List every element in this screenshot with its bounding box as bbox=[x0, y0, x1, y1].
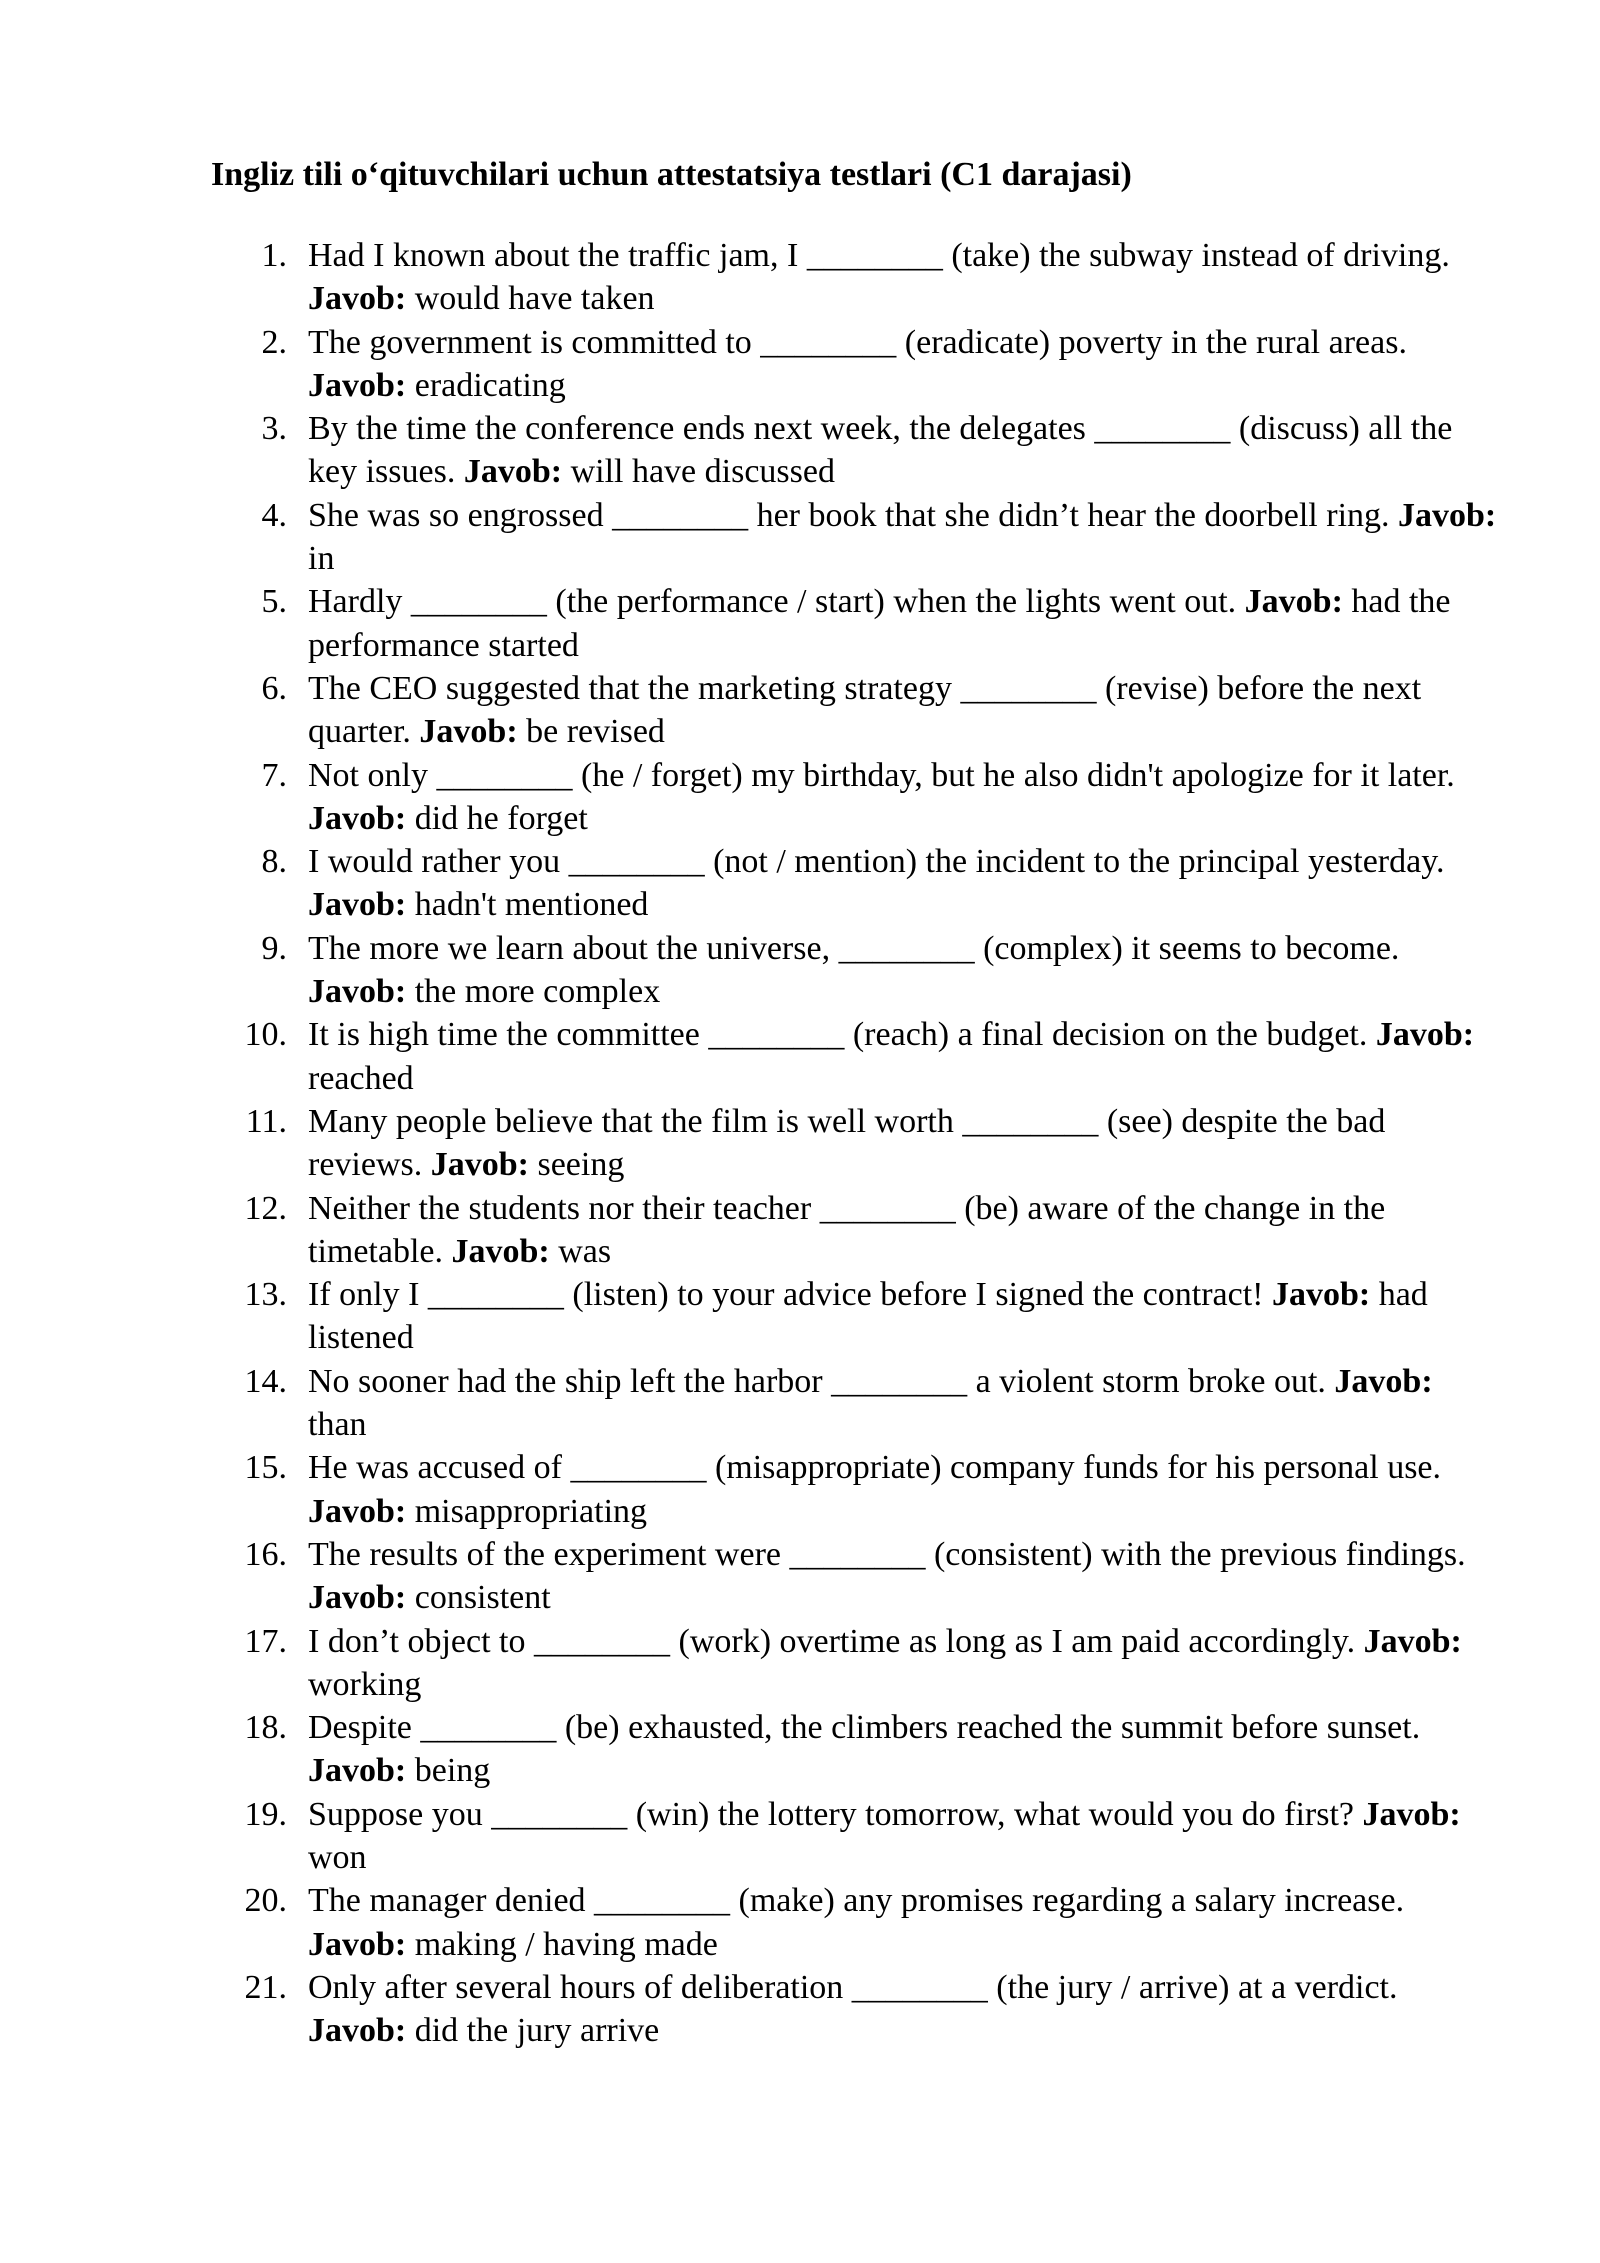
answer-label: Javob: bbox=[308, 366, 407, 404]
answer-text: misappropriating bbox=[414, 1492, 648, 1530]
answer-text: reached bbox=[308, 1059, 414, 1097]
question-number: 18. bbox=[244, 1709, 287, 1747]
question-text: It is high time the committee ________ (reach) a final decision on the budget. bbox=[308, 1016, 1368, 1054]
answer-text: eradicating bbox=[414, 366, 566, 404]
question-number: 9. bbox=[261, 929, 287, 967]
question-number: 8. bbox=[261, 843, 287, 881]
question-number: 21. bbox=[244, 1968, 287, 2006]
answer-text: consistent bbox=[414, 1579, 551, 1617]
question-item bbox=[0, 667, 1498, 754]
question-item bbox=[0, 754, 1498, 841]
question-item bbox=[0, 321, 1498, 408]
question-number: 13. bbox=[244, 1276, 287, 1314]
question-number: 2. bbox=[261, 323, 287, 361]
answer-label: Javob: bbox=[1244, 583, 1343, 621]
question-number: 12. bbox=[244, 1189, 287, 1227]
question-item bbox=[0, 1533, 1498, 1620]
question-item bbox=[0, 840, 1498, 927]
answer-label: Javob: bbox=[1375, 1016, 1475, 1054]
answer-text: hadn't mentioned bbox=[414, 886, 649, 924]
question-number: 19. bbox=[244, 1795, 287, 1833]
question-item bbox=[0, 1446, 1498, 1533]
question-text: I don’t object to ________ (work) overtime as long as I am paid accordingly. bbox=[308, 1622, 1356, 1660]
answer-label: Javob: bbox=[1362, 1795, 1461, 1833]
question-number: 20. bbox=[244, 1882, 287, 1920]
answer-text: the more complex bbox=[414, 973, 661, 1011]
question-item bbox=[0, 1966, 1498, 2053]
answer-label: Javob: bbox=[308, 973, 407, 1011]
question-list bbox=[0, 234, 1600, 2052]
answer-label: Javob: bbox=[451, 1232, 550, 1270]
answer-text: working bbox=[308, 1665, 422, 1703]
answer-label: Javob: bbox=[308, 886, 407, 924]
question-number: 7. bbox=[261, 756, 287, 794]
question-text: Had I known about the traffic jam, I ________ (take) the subway instead of driving. bbox=[308, 237, 1450, 274]
question-text: The government is committed to ________ (eradicate) poverty in the rural areas. bbox=[308, 323, 1407, 361]
question-text: She was so engrossed ________ her book that she didn’t hear the doorbell ring. bbox=[308, 496, 1390, 534]
question-item bbox=[0, 1360, 1498, 1447]
question-text: Many people believe that the film is well worth ________ (see) despite the bad reviews. bbox=[308, 1102, 1386, 1184]
question-number: 1. bbox=[261, 237, 287, 274]
answer-text: making / having made bbox=[414, 1925, 718, 1963]
question-item bbox=[0, 1706, 1498, 1793]
question-text: Hardly ________ (the performance / start) when the lights went out. bbox=[308, 583, 1237, 621]
question-item bbox=[0, 1793, 1498, 1880]
answer-label: Javob: bbox=[463, 453, 563, 491]
question-item bbox=[0, 1273, 1498, 1360]
question-text: The manager denied ________ (make) any promises regarding a salary increase. bbox=[308, 1882, 1405, 1920]
answer-text: being bbox=[414, 1752, 491, 1790]
question-text: Only after several hours of deliberation ________ (the jury / arrive) at a verdict. bbox=[308, 1968, 1398, 2006]
question-number: 15. bbox=[244, 1449, 287, 1487]
answer-label: Javob: bbox=[1363, 1622, 1462, 1660]
answer-text: seeing bbox=[537, 1146, 625, 1184]
answer-text: be revised bbox=[526, 713, 665, 751]
answer-label: Javob: bbox=[308, 1752, 407, 1790]
question-number: 14. bbox=[244, 1362, 287, 1400]
answer-text: in bbox=[308, 540, 335, 578]
answer-text: had listened bbox=[308, 1276, 1428, 1357]
question-item bbox=[0, 1100, 1498, 1187]
answer-label: Javob: bbox=[1271, 1276, 1371, 1314]
answer-label: Javob: bbox=[419, 713, 518, 751]
question-text: By the time the conference ends next week, the delegates ________ (discuss) all the key issues. bbox=[308, 410, 1453, 491]
question-text: I would rather you ________ (not / mention) the incident to the principal yesterday. bbox=[308, 843, 1445, 881]
answer-label: Javob: bbox=[308, 1492, 407, 1530]
answer-label: Javob: bbox=[308, 280, 407, 318]
answer-label: Javob: bbox=[1398, 496, 1497, 534]
answer-label: Javob: bbox=[1334, 1362, 1433, 1400]
question-item bbox=[0, 580, 1498, 667]
answer-text: did the jury arrive bbox=[414, 2012, 660, 2050]
question-number: 6. bbox=[261, 669, 287, 707]
question-text: The more we learn about the universe, ________ (complex) it seems to become. bbox=[308, 929, 1400, 967]
question-item bbox=[0, 1620, 1498, 1707]
question-text: No sooner had the ship left the harbor ________ a violent storm broke out. bbox=[308, 1362, 1326, 1400]
question-item bbox=[0, 927, 1498, 1014]
answer-label: Javob: bbox=[430, 1146, 529, 1184]
question-text: Not only ________ (he / forget) my birthday, but he also didn't apologize for it later. bbox=[308, 756, 1455, 794]
question-number: 10. bbox=[244, 1016, 287, 1054]
answer-text: will have discussed bbox=[570, 453, 835, 491]
question-item bbox=[0, 234, 1498, 321]
question-text: The results of the experiment were ________ (consistent) with the previous findings. bbox=[308, 1535, 1466, 1573]
question-item bbox=[0, 1013, 1498, 1100]
answer-text: than bbox=[308, 1406, 367, 1444]
question-item bbox=[0, 494, 1498, 581]
question-number: 11. bbox=[245, 1102, 287, 1140]
answer-text: won bbox=[308, 1838, 367, 1876]
answer-text: did he forget bbox=[414, 799, 588, 837]
question-item bbox=[0, 1187, 1498, 1274]
answer-label: Javob: bbox=[308, 1579, 407, 1617]
question-text: Suppose you ________ (win) the lottery tomorrow, what would you do first? bbox=[308, 1795, 1354, 1833]
page-title: Ingliz tili o‘qituvchilari uchun attestatsiya testlari (C1 darajasi) bbox=[211, 156, 1132, 193]
question-text: The CEO suggested that the marketing strategy ________ (revise) before the next quarter. bbox=[308, 669, 1422, 751]
question-number: 4. bbox=[261, 496, 287, 534]
question-item bbox=[0, 407, 1498, 494]
answer-text: would have taken bbox=[414, 280, 655, 318]
question-text: Despite ________ (be) exhausted, the climbers reached the summit before sunset. bbox=[308, 1709, 1421, 1747]
answer-label: Javob: bbox=[308, 2012, 407, 2050]
answer-label: Javob: bbox=[308, 799, 407, 837]
question-number: 5. bbox=[261, 583, 287, 621]
answer-text: had the performance started bbox=[308, 583, 1451, 664]
question-text: He was accused of ________ (misappropriate) company funds for his personal use. bbox=[308, 1449, 1442, 1487]
question-text: Neither the students nor their teacher ________ (be) aware of the change in the timetable. bbox=[308, 1189, 1386, 1270]
question-number: 3. bbox=[261, 410, 287, 448]
question-item bbox=[0, 1879, 1498, 1966]
question-number: 17. bbox=[244, 1622, 287, 1660]
question-text: If only I ________ (listen) to your advice before I signed the contract! bbox=[308, 1276, 1264, 1314]
answer-label: Javob: bbox=[308, 1925, 407, 1963]
answer-text: was bbox=[558, 1232, 612, 1270]
question-number: 16. bbox=[244, 1535, 287, 1573]
